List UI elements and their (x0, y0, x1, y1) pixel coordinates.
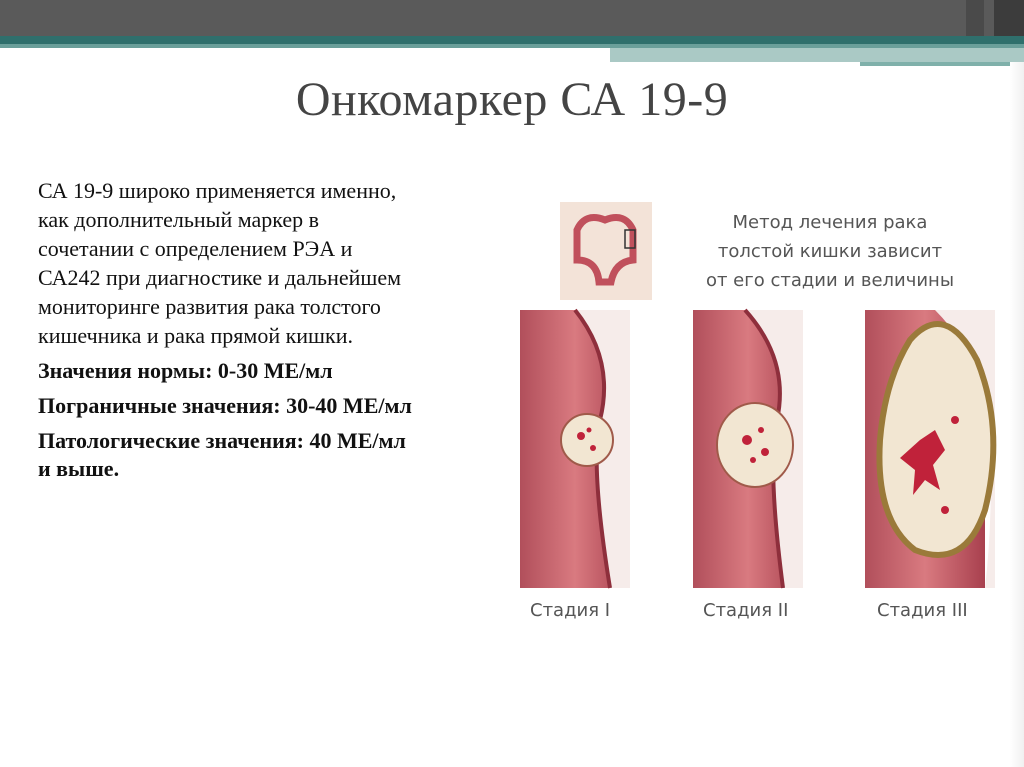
pathological-values-line-1: Патологические значения: 40 МЕ/мл (38, 428, 406, 453)
page-title: Онкомаркер СА 19-9 (295, 73, 729, 126)
paragraph-line-6: кишечника и рака прямой кишки. (38, 323, 353, 348)
paragraph-line-1: СА 19-9 широко применяется именно, (38, 178, 397, 203)
caption-line-1: Метод лечения рака (732, 212, 928, 233)
paragraph-line-2: как дополнительный маркер в (38, 207, 320, 232)
teal-stripe-1 (0, 36, 1024, 44)
stage-1-image (520, 310, 630, 588)
borderline-values: Пограничные значения: 30-40 МЕ/мл (38, 393, 412, 418)
pathological-values-line-2: и выше. (38, 456, 120, 481)
teal-stripe-3 (610, 48, 1024, 62)
abdomen-thumbnail (560, 202, 652, 300)
stage-1-label: Стадия I (530, 600, 611, 621)
paragraph-line-3: сочетании с определением РЭА и (38, 236, 353, 261)
paragraph-line-4: СА242 при диагностике и дальнейшем (38, 265, 402, 290)
caption-line-3: от его стадии и величины (705, 270, 955, 291)
stage-3-image (865, 310, 995, 588)
paragraph-line-5: мониторинге развития рака толстого (38, 294, 381, 319)
stage-2-image (693, 310, 803, 588)
caption-line-2: толстой кишки зависит (717, 241, 943, 262)
right-edge-shadow (1010, 62, 1024, 767)
norm-values: Значения нормы: 0-30 МЕ/мл (38, 358, 333, 383)
stage-3-label: Стадия III (877, 600, 968, 621)
stage-2-label: Стадия II (703, 600, 789, 621)
top-dark-band (0, 0, 1024, 36)
body-text (38, 176, 518, 483)
teal-stripe-4 (860, 62, 1024, 66)
figure-caption (680, 208, 980, 295)
